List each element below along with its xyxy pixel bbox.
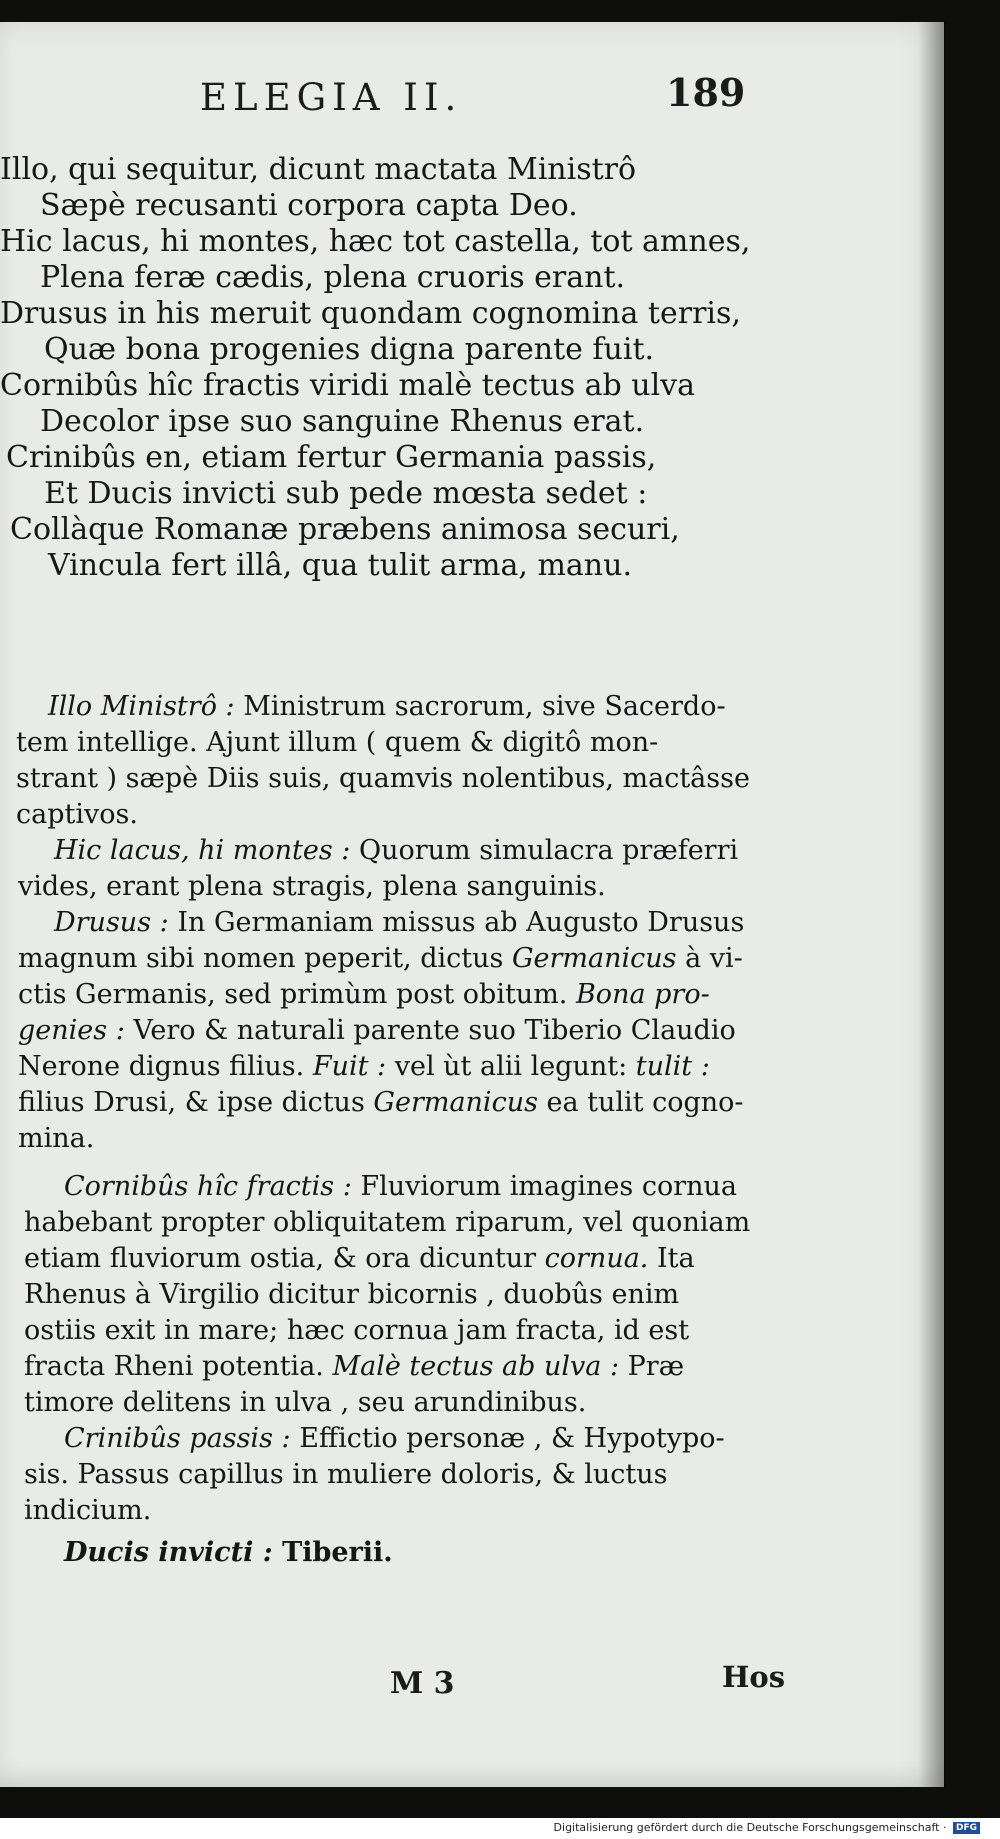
commentary-line: vides, erant plena stragis, plena sanguinis. (18, 871, 606, 902)
commentary-line (18, 1086, 744, 1120)
commentary-line (54, 834, 738, 868)
lemma: Malè tectus ab ulva : (332, 1351, 620, 1382)
italic-term: Germanicus (373, 1087, 538, 1118)
commentary-text: Effictio personæ , & Hypotypo- (290, 1423, 725, 1454)
commentary-line (54, 906, 744, 940)
lemma: Crinibûs passis : (64, 1423, 291, 1454)
commentary-line: sis. Passus capillus in muliere doloris, & luctus (24, 1459, 668, 1490)
commentary-line (18, 942, 743, 976)
italic-term: cornua. (544, 1243, 649, 1274)
lemma: Drusus : (54, 907, 169, 938)
commentary-text: magnum sibi nomen peperit, dictus (18, 943, 512, 974)
commentary-line (18, 978, 710, 1012)
credit-separator: · (939, 1821, 950, 1834)
verse-line: Collàque Romanæ præbens animosa securi, (10, 512, 680, 547)
commentary-text: fracta Rheni potentia. (24, 1351, 333, 1382)
credit-text: Digitalisierung gefördert durch die Deutsche Forschungsgemeinschaft (553, 1821, 940, 1834)
commentary-line: Rhenus à Virgilio dicitur bicornis , duobûs enim (24, 1279, 680, 1310)
commentary-text: Nerone dignus filius. (18, 1051, 313, 1082)
commentary-text: Vero & naturali parente suo Tiberio Claudio (124, 1015, 736, 1046)
commentary-text: Præ (619, 1351, 685, 1382)
page-edge-shadow (918, 22, 946, 1787)
commentary-line (64, 1422, 725, 1456)
commentary-line (18, 1014, 736, 1048)
commentary-line: captivos. (16, 799, 138, 830)
commentary-line: mina. (18, 1123, 95, 1154)
commentary-line (64, 1170, 737, 1204)
commentary-text: Quorum simulacra præferri (350, 835, 739, 866)
signature-mark: M 3 (390, 1666, 455, 1701)
verse-line: Cornibûs hîc fractis viridi malè tectus ab ulva (0, 368, 696, 403)
commentary-line: strant ) sæpè Diis suis, quamvis nolentibus, mactâsse (16, 763, 750, 794)
running-head: ELEGIA II. (200, 76, 463, 119)
verse-line: Plena feræ cædis, plena cruoris erant. (40, 260, 626, 295)
commentary-line: tem intellige. Ajunt illum ( quem & digitô mon- (16, 727, 659, 758)
commentary-text: ctis Germanis, sed primùm post obitum. (18, 979, 576, 1010)
verse-line: Hic lacus, hi montes, hæc tot castella, tot amnes, (0, 224, 751, 259)
commentary-text: Ita (648, 1243, 695, 1274)
commentary-text: à vi- (676, 943, 743, 974)
lemma: tulit : (635, 1051, 710, 1082)
commentary-line: timore delitens in ulva , seu arundinibus. (24, 1387, 587, 1418)
lemma: Ducis invicti : (64, 1537, 273, 1568)
commentary-text: In Germaniam missus ab Augusto Drusus (168, 907, 745, 938)
commentary-line: indicium. (24, 1495, 152, 1526)
commentary-line: habebant propter obliquitatem riparum, vel quoniam (24, 1207, 751, 1238)
commentary-text: Ministrum sacrorum, sive Sacerdo- (234, 691, 726, 722)
commentary-line (24, 1350, 684, 1384)
lemma: Bona pro- (575, 979, 710, 1010)
lemma: Fuit : (312, 1051, 387, 1082)
verse-line: Quæ bona progenies digna parente fuit. (44, 332, 655, 367)
lemma: genies : (18, 1015, 125, 1046)
verse-line: Vincula fert illâ, qua tulit arma, manu. (48, 548, 632, 583)
dfg-logo[interactable]: DFG (953, 1822, 980, 1834)
commentary-line: ostiis exit in mare; hæc cornua jam fracta, id est (24, 1315, 690, 1346)
verse-line: Illo, qui sequitur, dicunt mactata Ministrô (0, 152, 637, 187)
italic-term: Germanicus (511, 943, 677, 974)
lemma: Cornibûs hîc fractis : (64, 1171, 352, 1202)
commentary-line (48, 690, 726, 724)
commentary-text: Tiberii. (272, 1537, 393, 1568)
verse-line: Sæpè recusanti corpora capta Deo. (40, 188, 578, 223)
commentary-text: Fluviorum imagines cornua (351, 1171, 738, 1202)
catchword: Hos (722, 1660, 786, 1694)
commentary-line (18, 1050, 710, 1084)
verse-line: Drusus in his meruit quondam cognomina terris, (0, 296, 741, 331)
commentary-line (24, 1242, 695, 1276)
commentary-text: vel ùt alii legunt: (386, 1051, 636, 1082)
lemma: Hic lacus, hi montes : (54, 835, 351, 866)
verse-line: Decolor ipse suo sanguine Rhenus erat. (40, 404, 645, 439)
commentary-text: ea tulit cogno- (537, 1087, 744, 1118)
verse-line: Et Ducis invicti sub pede mœsta sedet : (44, 476, 648, 511)
commentary-line (64, 1536, 393, 1570)
digitization-credit (554, 1821, 980, 1834)
commentary-text: filius Drusi, & ipse dictus (18, 1087, 374, 1118)
lemma: Illo Ministrô : (48, 691, 235, 722)
commentary-text: etiam fluviorum ostia, & ora dicuntur (24, 1243, 545, 1274)
verse-line: Crinibûs en, etiam fertur Germania passis, (6, 440, 657, 475)
page-number: 189 (666, 70, 746, 115)
